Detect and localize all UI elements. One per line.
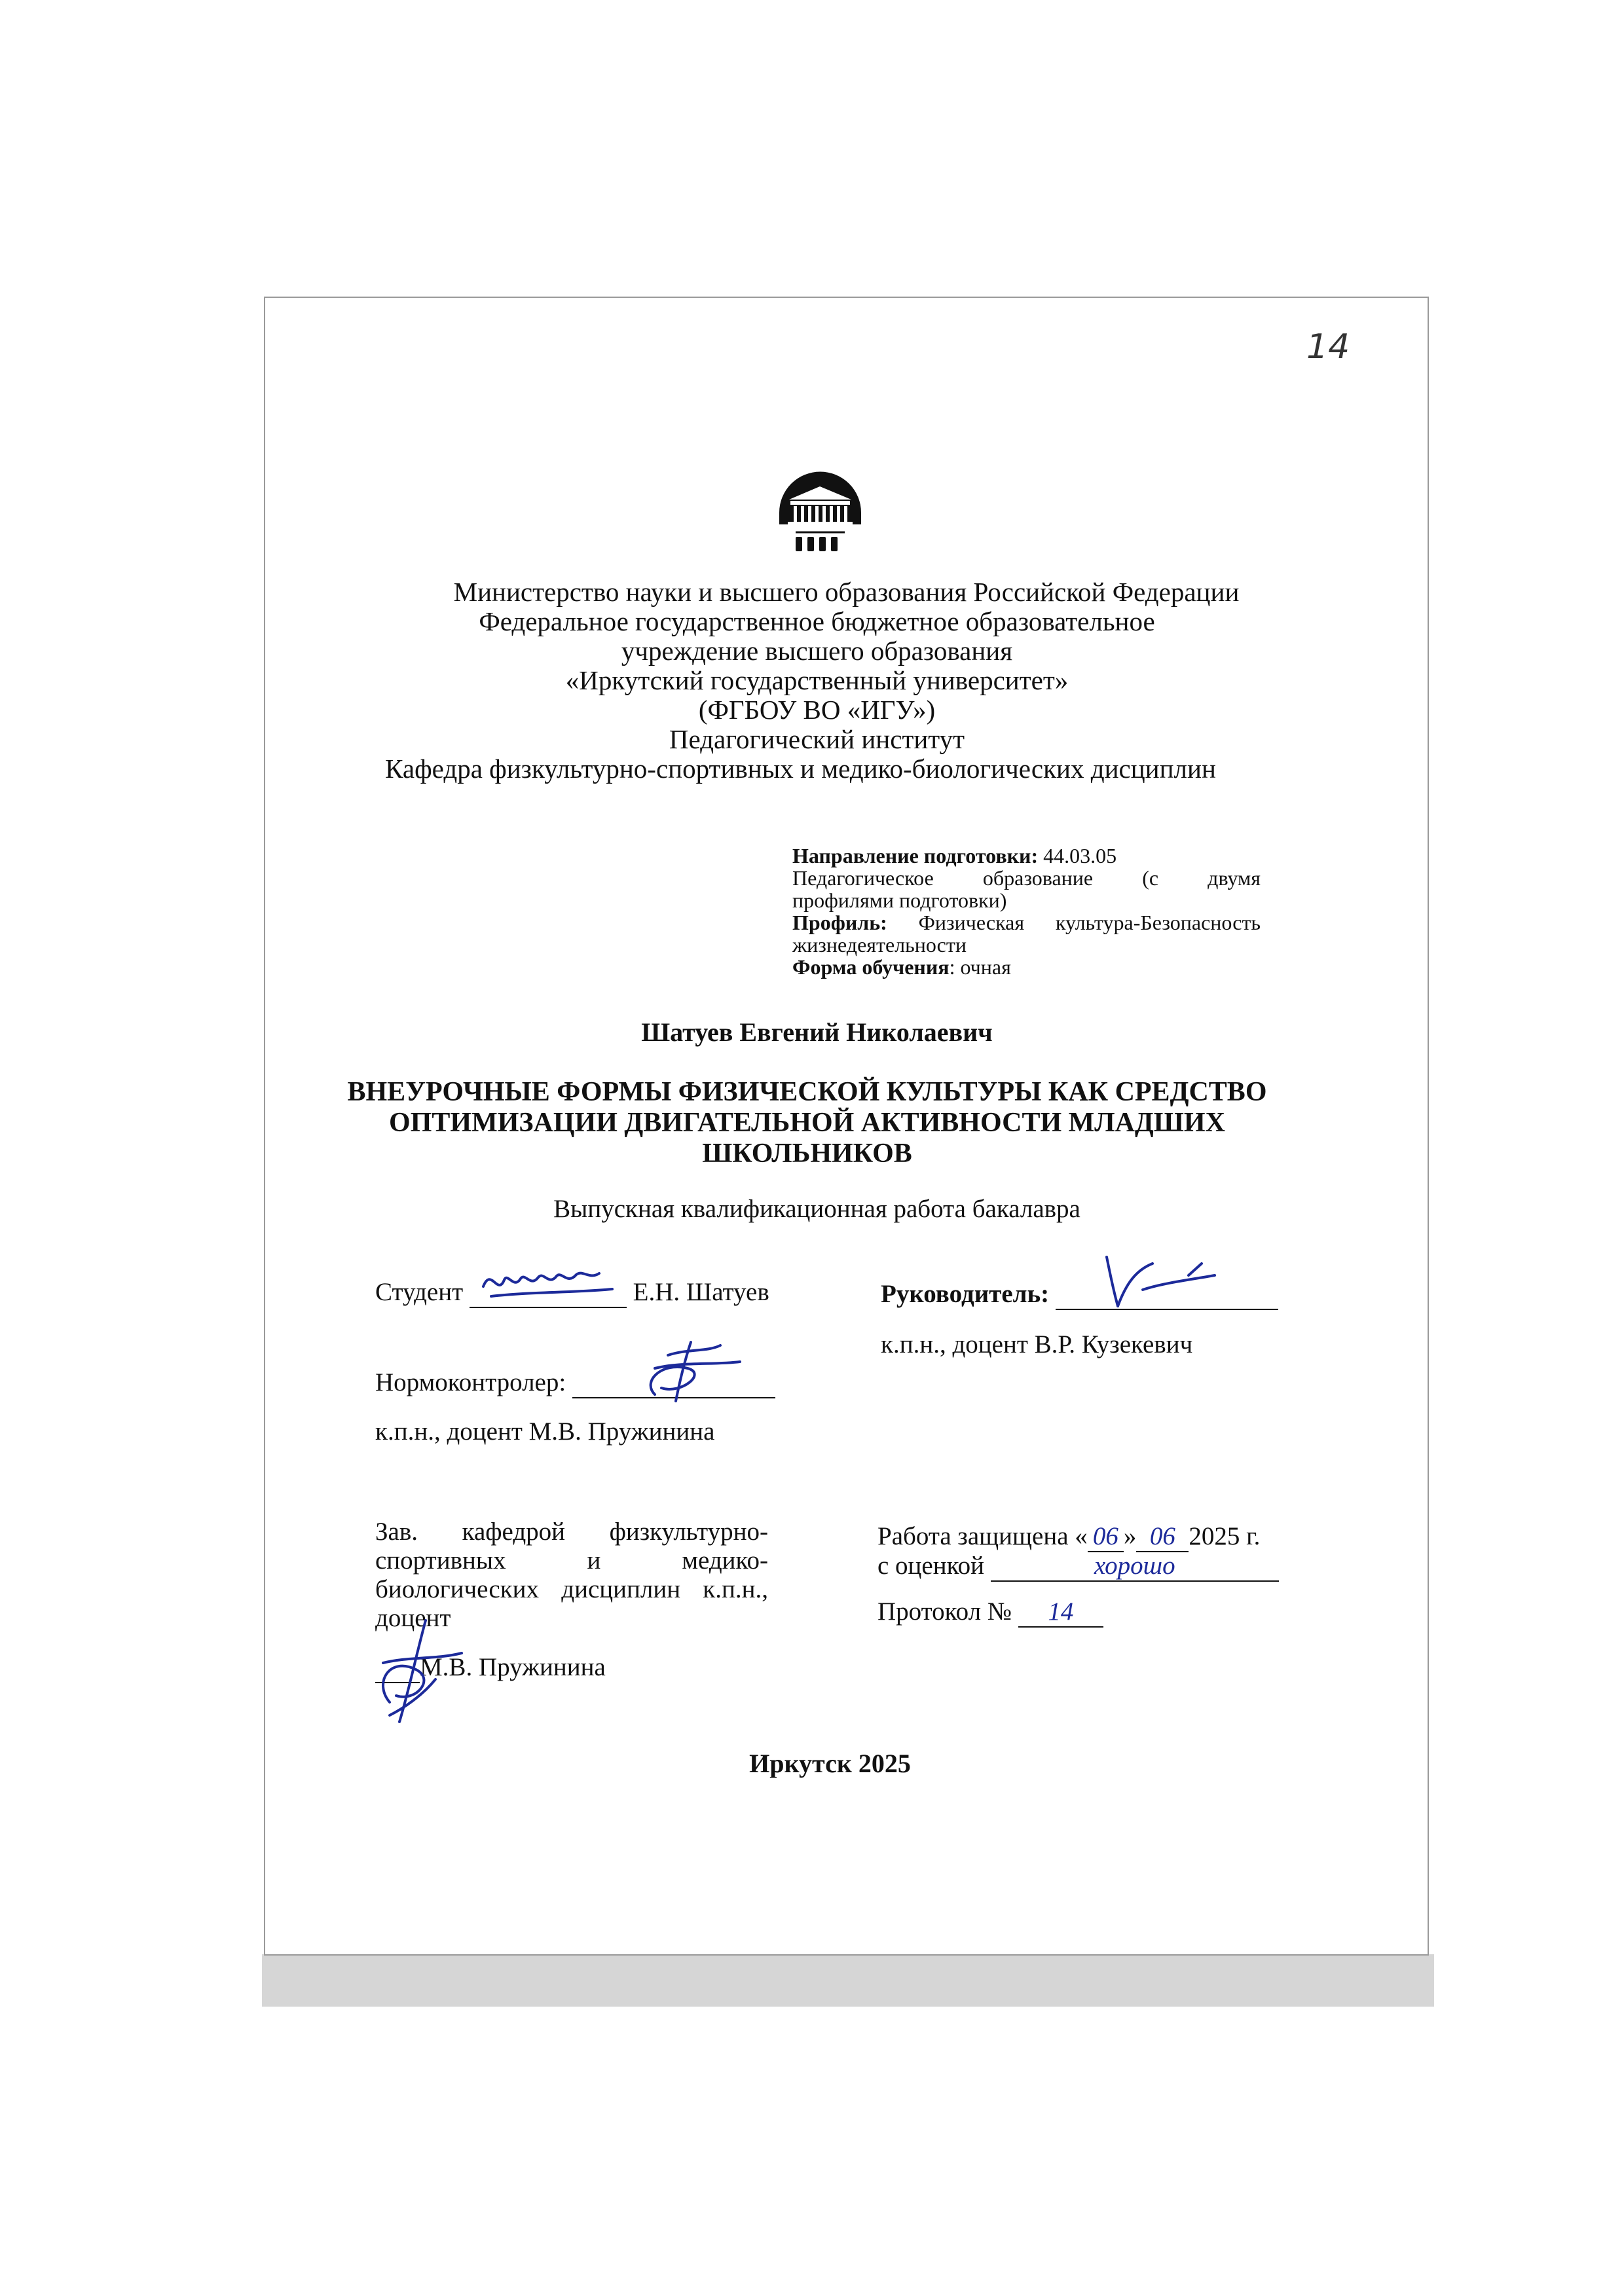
normcontrol-label: Нормоконтролер:: [375, 1368, 566, 1396]
head-name: М.В. Пружинина: [420, 1653, 606, 1681]
defense-year: 2025 г.: [1189, 1522, 1261, 1550]
supervisor-label: Руководитель:: [881, 1280, 1050, 1308]
header-line-6: Педагогический институт: [669, 724, 965, 754]
normcontrol-name: к.п.н., доцент М.В. Пружинина: [375, 1417, 715, 1446]
head-line-2: спортивных и медико-: [375, 1546, 768, 1575]
header-line-3: учреждение высшего образования: [621, 636, 1013, 666]
profile-line-2: жизнедеятельности: [792, 933, 967, 957]
student-label: Студент: [375, 1278, 464, 1306]
defense-prefix: Работа защищена «: [877, 1522, 1088, 1550]
head-line-1: Зав. кафедрой физкультурно-: [375, 1518, 768, 1546]
footer-city-year: Иркутск 2025: [749, 1749, 911, 1778]
handwritten-page-number: 14: [1306, 327, 1350, 367]
header-line-1: Министерство науки и высшего образования Российской Федерации: [453, 577, 1240, 607]
profile-line: [792, 911, 1261, 934]
head-signature-icon: [363, 1617, 475, 1728]
profile-value: Физическая культура-Безопасность: [887, 911, 1261, 934]
student-signature-icon: [478, 1260, 622, 1306]
author-name: Шатуев Евгений Николаевич: [641, 1017, 993, 1047]
form-line: [792, 956, 1261, 978]
direction-line-3: профилями подготовки): [792, 888, 1007, 912]
header-line-4: «Иркутский государственный университет»: [565, 665, 1069, 695]
university-logo-icon: [776, 462, 864, 556]
grade-label-text: с оценкой: [877, 1552, 984, 1580]
supervisor-name: к.п.н., доцент В.Р. Кузекевич: [881, 1330, 1193, 1358]
header-line-7: Кафедра физкультурно-спортивных и медико-биологических дисциплин: [385, 754, 1216, 784]
thesis-title-line-1: ВНЕУРОЧНЫЕ ФОРМЫ ФИЗИЧЕСКОЙ КУЛЬТУРЫ КАК СРЕДСТВО: [347, 1077, 1267, 1107]
normcontrol-signature-icon: [616, 1336, 747, 1408]
protocol-label: Протокол №: [877, 1597, 1012, 1626]
defense-mid: »: [1123, 1522, 1137, 1550]
head-line-4: доцент: [375, 1604, 451, 1632]
student-name: Е.Н. Шатуев: [633, 1278, 769, 1306]
thesis-title-line-3: ШКОЛЬНИКОВ: [702, 1139, 912, 1169]
work-type: Выпускная квалификационная работа бакалавра: [553, 1195, 1080, 1223]
direction-line-2: Педагогическое образование (с двумя: [792, 866, 1261, 890]
form-label: Форма обучения: [792, 955, 950, 979]
header-line-5: (ФГБОУ ВО «ИГУ»): [698, 695, 936, 725]
profile-label: Профиль:: [792, 911, 887, 934]
header-line-2: Федеральное государственное бюджетное образовательное: [479, 606, 1155, 636]
grade-value: хорошо: [991, 1552, 1279, 1582]
defense-day: 06: [1088, 1522, 1124, 1552]
defense-month: 06: [1136, 1522, 1189, 1552]
protocol-line: [877, 1597, 1103, 1628]
thesis-title-line-2: ОПТИМИЗАЦИИ ДВИГАТЕЛЬНОЙ АКТИВНОСТИ МЛАДШИХ: [389, 1108, 1225, 1138]
scan-shadow-bottom: [262, 1954, 1434, 2007]
grade-line: [877, 1552, 1279, 1582]
head-line-3: биологических дисциплин к.п.н.,: [375, 1575, 768, 1603]
form-value: : очная: [949, 955, 1011, 979]
direction-label: Направление подготовки:: [792, 844, 1039, 867]
direction-line: [792, 845, 1261, 867]
direction-code: 44.03.05: [1038, 844, 1117, 867]
head-of-department-block: [375, 1518, 768, 1633]
protocol-value: 14: [1018, 1597, 1103, 1628]
program-info: [792, 845, 1261, 978]
supervisor-signature-icon: [1090, 1250, 1221, 1313]
defense-date-line: [877, 1522, 1260, 1552]
